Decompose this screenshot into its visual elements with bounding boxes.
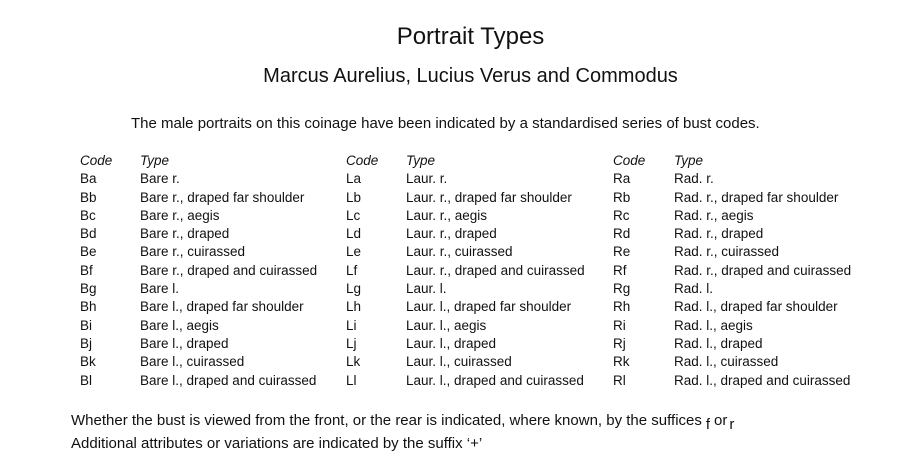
bust-type-cell: Laur. r. (406, 171, 448, 187)
bust-code-cell: Bg (80, 281, 97, 297)
bust-code-cell: Rf (613, 262, 627, 278)
bust-code-cell: Ba (80, 171, 97, 187)
type-column-radiate (674, 152, 851, 390)
bust-code-cell: Le (346, 244, 362, 260)
bust-type-cell: Laur. l., draped far shoulder (406, 299, 572, 315)
bust-type-cell: Laur. l. (406, 281, 447, 297)
bust-code-cell: Be (80, 244, 97, 260)
bust-type-cell: Laur. r., cuirassed (406, 244, 513, 260)
bust-type-cell: Bare r., draped (140, 226, 230, 242)
bust-code-cell: Bl (80, 372, 93, 388)
bust-code-cell: Ra (613, 171, 631, 187)
bust-type-cell: Bare r., aegis (140, 207, 220, 223)
bust-type-cell: Bare r. (140, 171, 180, 187)
bust-type-cell: Bare l., draped and cuirassed (140, 372, 317, 388)
type-header: Type (406, 153, 436, 168)
bust-code-cell: Bk (80, 354, 96, 370)
suffix-rear: r (729, 416, 735, 433)
bust-code-cell: Li (346, 317, 357, 333)
suffix-or: or (714, 412, 728, 429)
bust-type-cell: Rad. r., aegis (674, 207, 754, 223)
code-column-bare (80, 152, 112, 390)
bust-type-cell: Bare l., aegis (140, 317, 219, 333)
bust-code-cell: Lg (346, 281, 362, 297)
intro-paragraph: The male portraits on this coinage have been indicated by a standardised series of bust codes. (131, 115, 760, 132)
bust-type-cell: Laur. l., draped (406, 335, 497, 351)
bust-code-cell: Bf (80, 262, 93, 278)
bust-code-cell: Bd (80, 226, 97, 242)
page-subtitle: Marcus Aurelius, Lucius Verus and Commodus (263, 65, 678, 87)
bust-type-cell: Rad. l., cuirassed (674, 354, 779, 370)
type-column-bare (140, 152, 317, 390)
bust-code-cell: Rk (613, 354, 630, 370)
type-header: Type (140, 153, 170, 168)
bust-code-cell: Rh (613, 299, 631, 315)
type-column-laureate (406, 152, 585, 390)
code-column-radiate (613, 152, 645, 390)
bust-type-cell: Bare r., draped far shoulder (140, 189, 305, 205)
bust-code-cell: Lb (346, 189, 362, 205)
bust-code-cell: Lh (346, 299, 362, 315)
bust-code-cell: Rl (613, 372, 626, 388)
type-header: Type (674, 153, 704, 168)
bust-code-cell: Ri (613, 317, 626, 333)
attributes-note: Additional attributes or variations are indicated by the suffix ‘+’ (71, 435, 483, 452)
suffix-note-text: Whether the bust is viewed from the front, or the rear is indicated, where known, by the suffices (71, 412, 702, 429)
code-header: Code (613, 153, 646, 168)
suffix-front: f (705, 416, 711, 433)
page-title: Portrait Types (396, 23, 545, 50)
bust-type-cell: Bare r., cuirassed (140, 244, 246, 260)
bust-code-cell: Lc (346, 207, 361, 223)
bust-code-cell: Bb (80, 189, 97, 205)
bust-type-cell: Rad. r., draped and cuirassed (674, 262, 852, 278)
bust-type-cell: Bare l. (140, 281, 180, 297)
bust-type-cell: Rad. r., cuirassed (674, 244, 780, 260)
bust-type-cell: Rad. l. (674, 281, 714, 297)
bust-type-cell: Bare l., cuirassed (140, 354, 245, 370)
bust-type-cell: Bare l., draped (140, 335, 229, 351)
bust-type-cell: Rad. l., draped and cuirassed (674, 372, 851, 388)
bust-type-cell: Rad. r., draped far shoulder (674, 189, 839, 205)
bust-code-cell: Ll (346, 372, 357, 388)
bust-type-cell: Rad. l., draped far shoulder (674, 299, 838, 315)
bust-code-cell: Lk (346, 354, 361, 370)
bust-type-cell: Rad. r., draped (674, 226, 764, 242)
bust-code-cell: Rb (613, 189, 631, 205)
bust-code-cell: Bj (80, 335, 93, 351)
bust-code-cell: Bi (80, 317, 93, 333)
bust-type-cell: Rad. l., draped (674, 335, 763, 351)
bust-code-cell: Lj (346, 335, 357, 351)
bust-type-cell: Laur. r., draped far shoulder (406, 189, 572, 205)
bust-type-cell: Laur. l., cuirassed (406, 354, 512, 370)
bust-type-cell: Laur. r., draped and cuirassed (406, 262, 585, 278)
code-header: Code (80, 153, 113, 168)
bust-type-cell: Laur. l., draped and cuirassed (406, 372, 584, 388)
bust-code-cell: La (346, 171, 362, 187)
bust-code-cell: Bc (80, 207, 96, 223)
bust-code-cell: Rc (613, 207, 630, 223)
bust-code-cell: Rg (613, 281, 631, 297)
bust-code-cell: Re (613, 244, 631, 260)
bust-type-cell: Laur. l., aegis (406, 317, 487, 333)
bust-code-cell: Rd (613, 226, 631, 242)
bust-type-cell: Rad. l., aegis (674, 317, 753, 333)
bust-type-cell: Bare l., draped far shoulder (140, 299, 304, 315)
code-column-laureate (346, 152, 378, 390)
bust-type-cell: Laur. r., aegis (406, 207, 488, 223)
bust-code-cell: Ld (346, 226, 362, 242)
bust-type-cell: Rad. r. (674, 171, 714, 187)
bust-type-cell: Bare r., draped and cuirassed (140, 262, 318, 278)
suffix-note (71, 411, 734, 431)
bust-type-cell: Laur. r., draped (406, 226, 497, 242)
bust-code-cell: Rj (613, 335, 626, 351)
code-header: Code (346, 153, 379, 168)
bust-code-cell: Lf (346, 262, 358, 278)
bust-code-cell: Bh (80, 299, 97, 315)
